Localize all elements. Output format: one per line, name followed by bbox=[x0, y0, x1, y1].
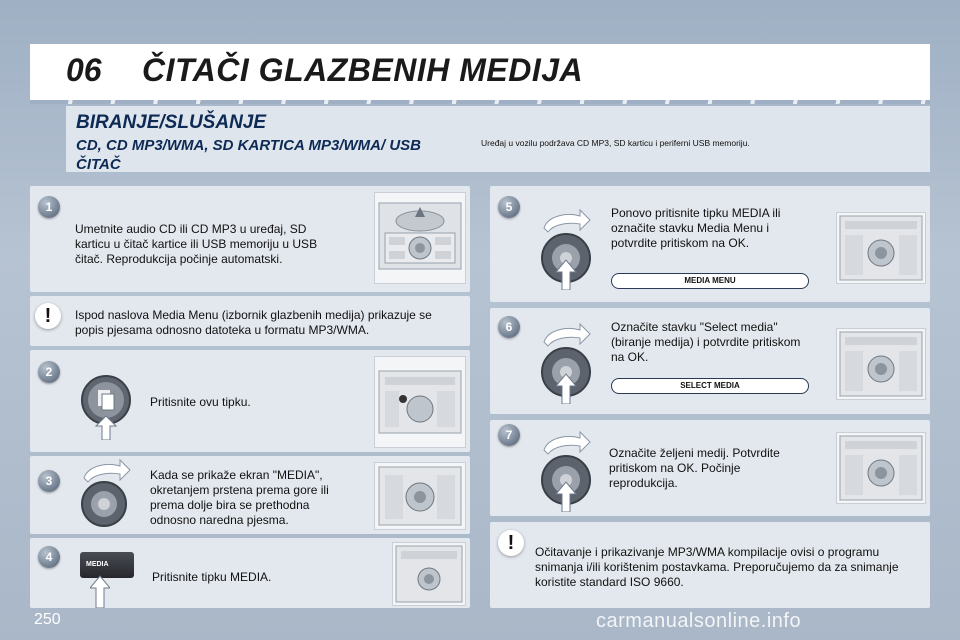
step-6-badge: 6 bbox=[498, 316, 520, 338]
note-media-menu-text: Ispod naslova Media Menu (izbornik glazbenih medija) prikazuje se popis pjesama odnosno datoteka u formatu MP3/WMA. bbox=[75, 308, 432, 337]
step-5-badge: 5 bbox=[498, 196, 520, 218]
up-arrow-icon bbox=[90, 574, 110, 613]
step-4-text: Pritisnite tipku MEDIA. bbox=[152, 570, 272, 584]
step-5-text: Ponovo pritisnite tipku MEDIA ili označite stavku Media Menu i potvrdite pritiskom na OK. bbox=[611, 206, 781, 250]
section-note: Uređaj u vozilu podržava CD MP3, SD karticu i periferni USB memoriju. bbox=[481, 138, 750, 148]
music-button-icon bbox=[78, 372, 134, 445]
radio-unit-icon bbox=[836, 212, 926, 284]
rotary-knob-icon bbox=[536, 206, 600, 295]
step-7-badge: 7 bbox=[498, 424, 520, 446]
warning-icon: ! bbox=[498, 530, 524, 556]
step-6-text: Označite stavku "Select media" (biranje medija) i potvrdite pritiskom na OK. bbox=[611, 320, 801, 364]
watermark: carmanualsonline.info bbox=[596, 610, 802, 632]
select-media-label: SELECT MEDIA bbox=[611, 378, 809, 394]
radio-unit-icon bbox=[392, 542, 466, 606]
rotary-knob-icon bbox=[536, 320, 600, 409]
radio-unit-icon bbox=[836, 432, 926, 504]
radio-unit-icon bbox=[374, 356, 466, 448]
rotary-knob-icon bbox=[536, 428, 600, 517]
rotary-knob-icon bbox=[76, 456, 140, 535]
radio-unit-icon bbox=[374, 462, 466, 530]
step-4-badge: 4 bbox=[38, 546, 60, 568]
step-3-text: Kada se prikaže ekran "MEDIA", okretanjem prstena prema gore ili prema dolje bira se prethodna odnosno naredna pjesma. bbox=[150, 468, 329, 527]
radio-unit-icon bbox=[836, 328, 926, 400]
step-7-text: Označite željeni medij. Potvrdite pritiskom na OK. Počinje reprodukcija. bbox=[609, 446, 780, 490]
chapter-number: 06 bbox=[66, 52, 102, 88]
page-number: 250 bbox=[34, 611, 61, 628]
media-key-icon: MEDIA bbox=[80, 552, 134, 578]
radio-unit-icon bbox=[374, 192, 466, 284]
step-3-badge: 3 bbox=[38, 470, 60, 492]
step-1-badge: 1 bbox=[38, 196, 60, 218]
section-title: BIRANJE/SLUŠANJE bbox=[76, 112, 267, 133]
step-2-text: Pritisnite ovu tipku. bbox=[150, 395, 251, 409]
header-divider bbox=[30, 100, 930, 104]
warning-icon: ! bbox=[35, 303, 61, 329]
step-2-badge: 2 bbox=[38, 361, 60, 383]
chapter-title: ČITAČI GLAZBENIH MEDIJA bbox=[142, 52, 584, 88]
media-menu-label: MEDIA MENU bbox=[611, 273, 809, 289]
note-compilation-text: Očitavanje i prikazivanje MP3/WMA kompilacije ovisi o programu snimanja i/ili korištenim postavkama. Preporučujemo da za snimanje koristite standard ISO 9660. bbox=[535, 545, 899, 589]
section-subtitle: CD, CD MP3/WMA, SD KARTICA MP3/WMA/ USB ČITAČ bbox=[76, 137, 421, 173]
step-1-text: Umetnite audio CD ili CD MP3 u uređaj, SD karticu u čitač kartice ili USB memoriju u USB čitač. Reprodukcija počinje automatski. bbox=[75, 222, 318, 266]
